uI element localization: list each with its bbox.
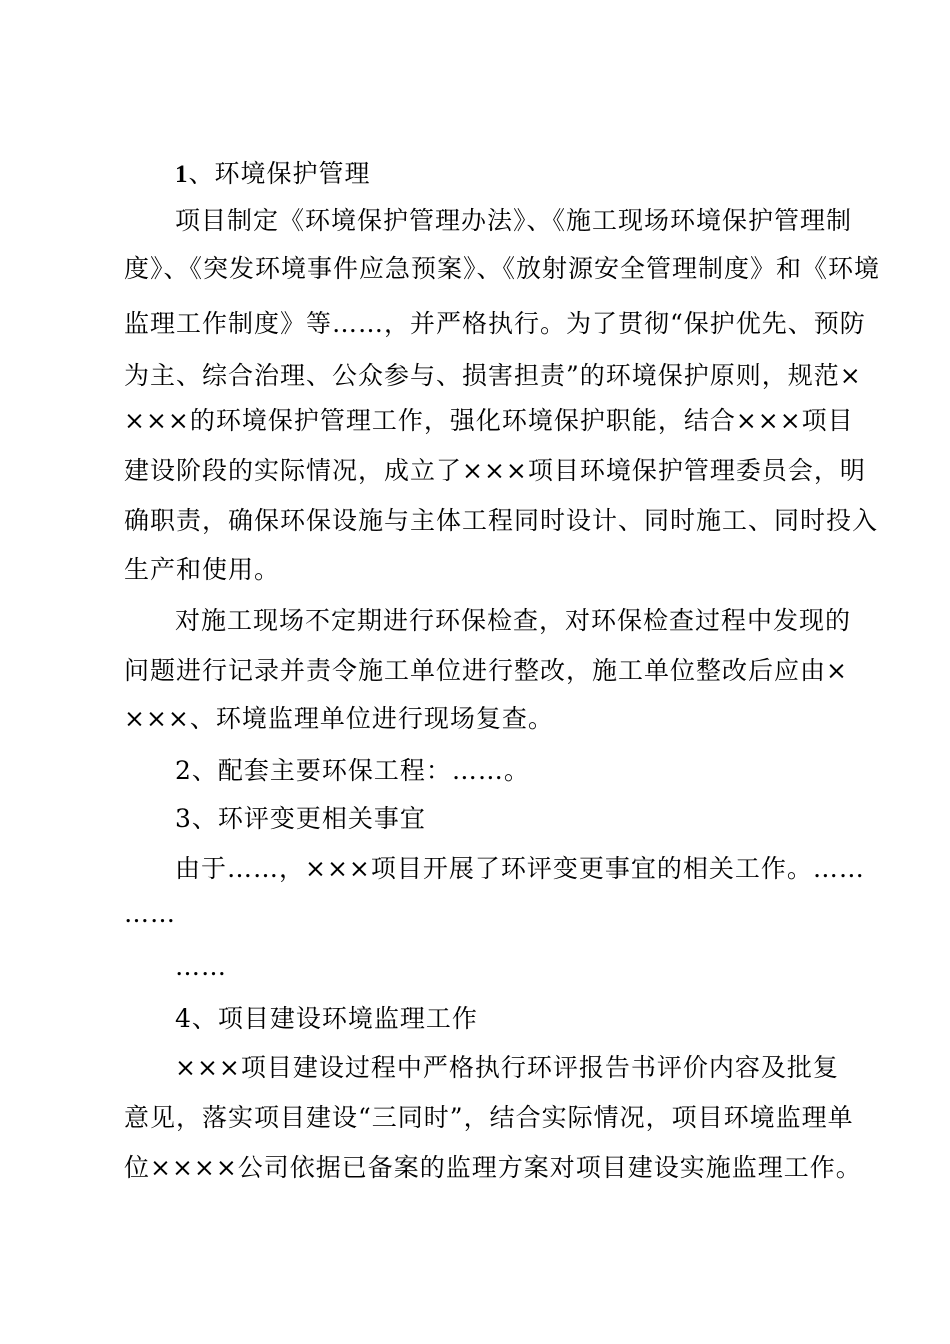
paragraph-line: ×××的环境保护管理工作，强化环境保护职能，结合×××项目: [124, 406, 854, 435]
paragraph-line: 由于……，×××项目开展了环评变更事宜的相关工作。……: [175, 854, 865, 883]
section-heading-2: 2、配套主要环保工程：……。: [175, 756, 530, 785]
paragraph-line: 生产和使用。: [124, 555, 281, 584]
paragraph-line: ×××、环境监理单位进行现场复查。: [124, 704, 554, 733]
paragraph-line: 问题进行记录并责令施工单位进行整改，施工单位整改后应由×: [124, 656, 848, 685]
section-number: 1: [175, 161, 189, 188]
section-heading-1: [175, 158, 371, 191]
paragraph-line: 度》、《突发环境事件应急预案》、《放射源安全管理制度》和《环境: [124, 254, 881, 283]
paragraph-line: 项目制定《环境保护管理办法》、《施工现场环境保护管理制: [175, 206, 853, 235]
paragraph-line: ×××项目建设过程中严格执行环评报告书评价内容及批复: [175, 1053, 839, 1082]
paragraph-line: 建设阶段的实际情况，成立了×××项目环境保护管理委员会，明: [124, 456, 866, 485]
section-title: 、环境保护管理: [188, 159, 371, 188]
paragraph-line: ……: [124, 899, 176, 928]
section-heading-3: 3、环评变更相关事宜: [175, 804, 426, 833]
ellipsis-line: ……: [175, 952, 227, 981]
paragraph-line: 为主、综合治理、公众参与、损害担责”的环境保护原则，规范×: [124, 361, 862, 390]
paragraph-line: 意见，落实项目建设“三同时”，结合实际情况，项目环境监理单: [124, 1103, 854, 1132]
paragraph-line: 位××××公司依据已备案的监理方案对项目建设实施监理工作。: [124, 1153, 862, 1182]
section-heading-4: 4、项目建设环境监理工作: [175, 1004, 478, 1033]
paragraph-line: 对施工现场不定期进行环保检查，对环保检查过程中发现的: [175, 606, 852, 635]
paragraph-line: 确职责，确保环保设施与主体工程同时设计、同时施工、同时投入: [124, 506, 879, 535]
paragraph-line: 监理工作制度》等……，并严格执行。为了贯彻“保护优先、预防: [124, 309, 866, 338]
